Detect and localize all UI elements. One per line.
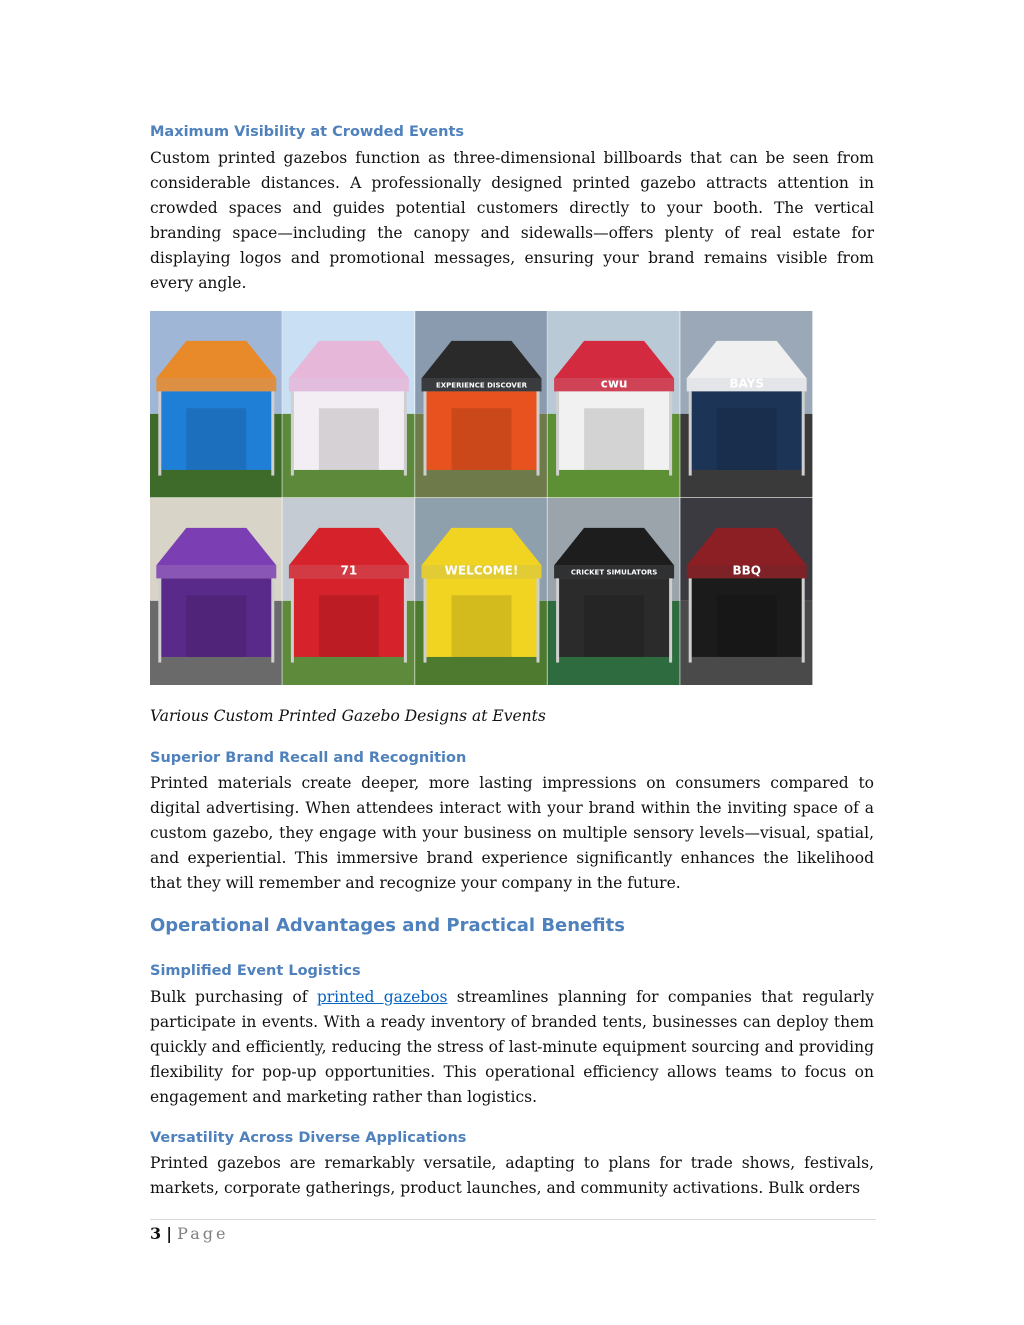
printed-gazebos-link[interactable]: printed gazebos <box>316 988 448 1006</box>
footer-divider <box>150 1219 876 1220</box>
figure-caption: Various Custom Printed Gazebo Designs at Events <box>150 707 546 725</box>
photo-smokies-bbq-gazebo <box>680 498 813 685</box>
paragraph-text-start: Bulk purchasing of <box>150 988 317 1006</box>
svg-text:WELCOME!: WELCOME! <box>444 563 519 578</box>
page-number: 3 <box>150 1224 162 1243</box>
photo-yellow-welcome-gazebo <box>415 498 548 685</box>
photo-cricket-simulator-gazebo <box>548 498 681 685</box>
svg-text:EXPERIENCE DISCOVER: EXPERIENCE DISCOVER <box>435 381 528 390</box>
svg-text:BBQ: BBQ <box>732 563 761 578</box>
photo-blue-striped-gazebo <box>150 311 283 498</box>
photo-red-cwu-gazebo <box>548 311 681 498</box>
svg-text:CRICKET SIMULATORS: CRICKET SIMULATORS <box>570 568 658 577</box>
page-label: Page <box>177 1224 229 1243</box>
paragraph-maximum-visibility: Custom printed gazebos function as three-dimensional billboards that can be seen from considerable distances. A professionally designed printed gazebo attracts attention in crowded spaces and guides potential customers directly to your booth. The vertical branding space—including the canopy and sidewalls—offers plenty of real estate for displaying logos and promotional messages, ensuring your brand remains visible from every angle. <box>150 149 874 292</box>
paragraph-brand-recall: Printed materials create deeper, more lasting impressions on consumers compared to digital advertising. When attendees interact with your brand within the inviting space of a custom gazebo, they engage with your business on multiple sensory levels—visual, spatial, and experiential. This immersive brand experience significantly enhances the likelihood that they will remember and recognize your company in the future. <box>150 774 874 892</box>
heading-brand-recall: Superior Brand Recall and Recognition <box>150 750 467 766</box>
photo-purple-bunting-gazebo <box>150 498 283 685</box>
svg-text:71: 71 <box>340 563 358 578</box>
svg-text:cwu: cwu <box>600 376 628 391</box>
photo-navy-bays-gazebo <box>680 311 813 498</box>
gazebo-photo-collage <box>150 311 813 685</box>
heading-versatility: Versatility Across Diverse Applications <box>150 1130 467 1146</box>
paragraph-simplified-logistics <box>150 985 874 1110</box>
gazebo-photo-grid <box>150 311 813 685</box>
heading-maximum-visibility: Maximum Visibility at Crowded Events <box>150 124 465 140</box>
paragraph-text-end: streamlines planning for companies that regularly participate in events. With a ready inventory of branded tents, businesses can deploy them quickly and efficiently, reducing the stress of last-minute equipment sourcing and providing flexibility for pop-up opportunities. This operational efficiency allows teams to focus on engagement and marketing rather than logistics. <box>150 988 874 1106</box>
heading-operational-advantages: Operational Advantages and Practical Benefits <box>150 915 625 936</box>
photo-black-orange-gazebo <box>415 311 548 498</box>
heading-simplified-logistics: Simplified Event Logistics <box>150 963 361 979</box>
photo-pink-market-gazebo <box>283 311 416 498</box>
paragraph-versatility: Printed gazebos are remarkably versatile, adapting to plans for trade shows, festivals, markets, corporate gatherings, product launches, and community activations. Bulk orders <box>150 1154 874 1197</box>
svg-text:BAYS: BAYS <box>729 376 765 391</box>
footer-separator: | <box>166 1224 173 1243</box>
photo-red-racing-gazebo <box>283 498 416 685</box>
page-footer <box>150 1223 228 1245</box>
